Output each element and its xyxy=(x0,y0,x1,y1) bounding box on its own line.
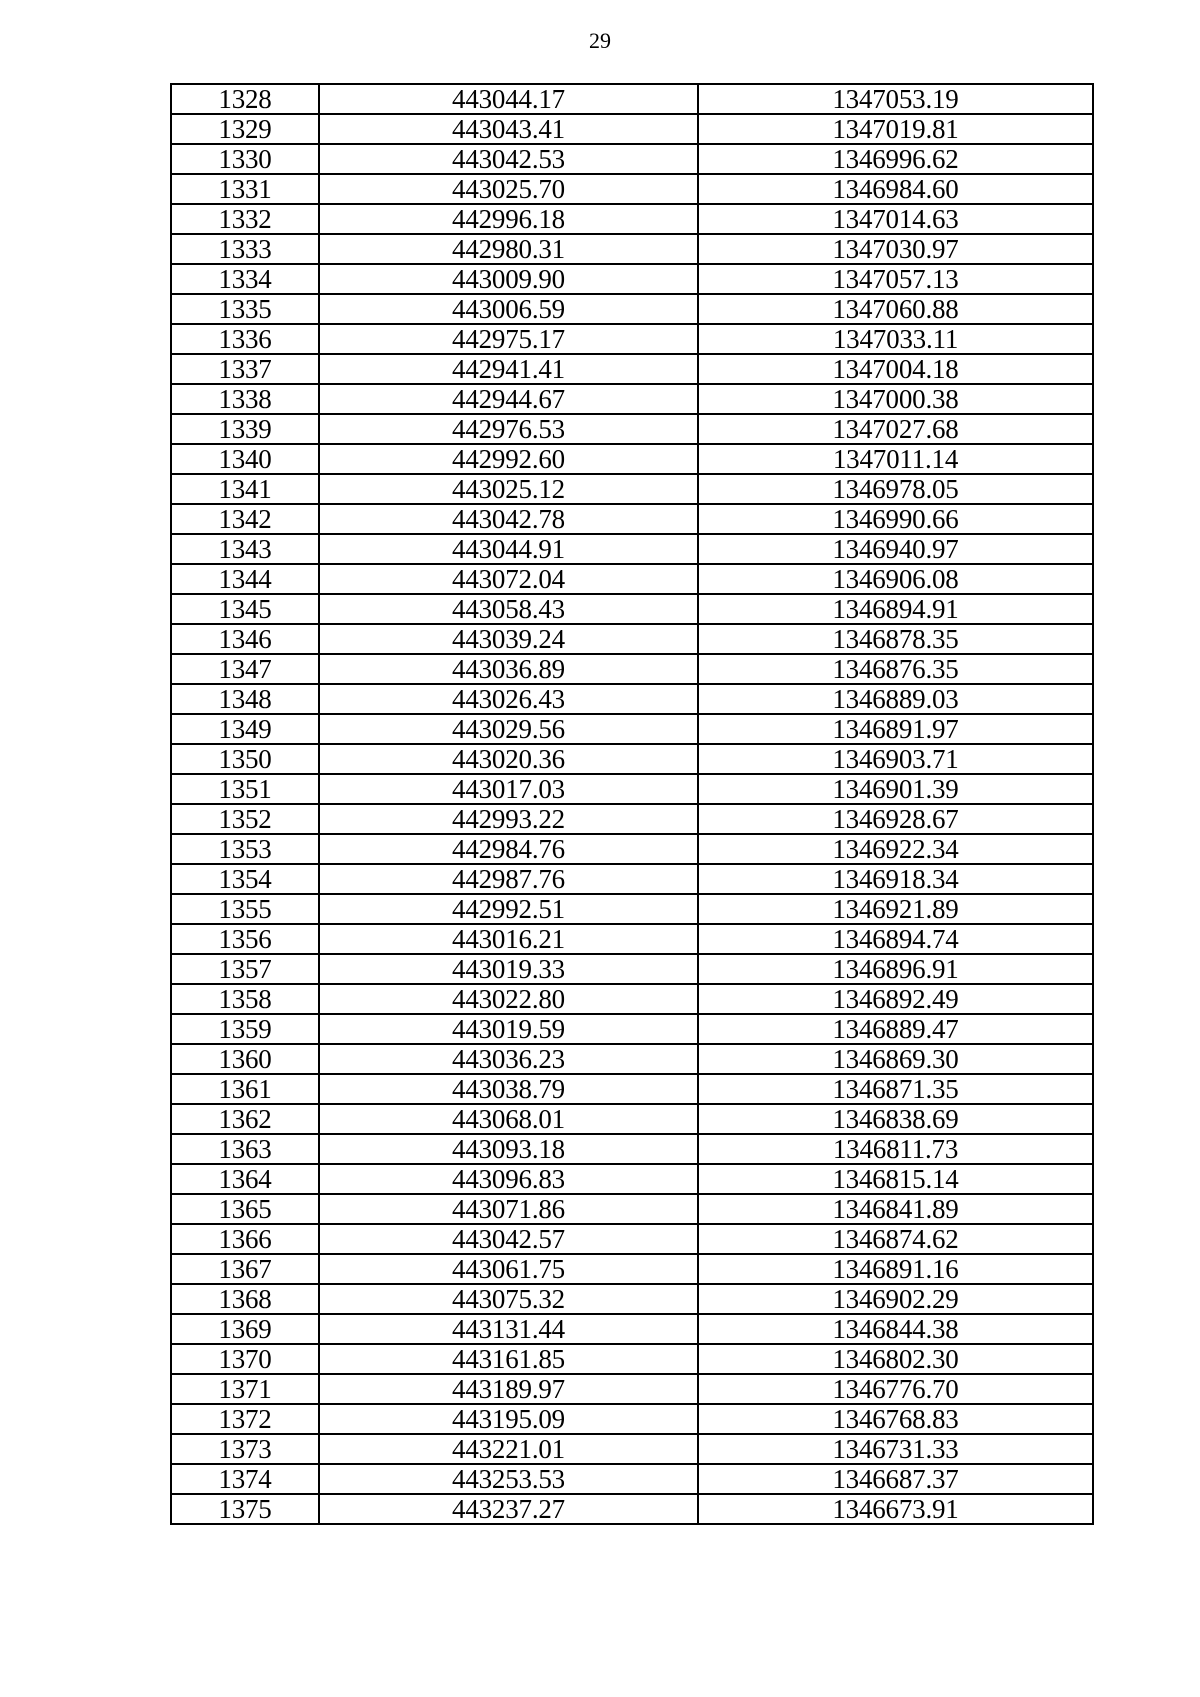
y-coordinate-cell: 1346869.30 xyxy=(698,1044,1093,1074)
x-coordinate-cell: 442992.51 xyxy=(319,894,698,924)
point-number-cell: 1329 xyxy=(171,114,319,144)
x-coordinate-cell: 443093.18 xyxy=(319,1134,698,1164)
point-number-cell: 1352 xyxy=(171,804,319,834)
y-coordinate-cell: 1346878.35 xyxy=(698,624,1093,654)
table-row xyxy=(171,324,1093,354)
x-coordinate-cell: 443029.56 xyxy=(319,714,698,744)
y-coordinate-cell: 1347033.11 xyxy=(698,324,1093,354)
x-coordinate-cell: 443042.57 xyxy=(319,1224,698,1254)
table-row xyxy=(171,294,1093,324)
point-number-cell: 1362 xyxy=(171,1104,319,1134)
y-coordinate-cell: 1346894.91 xyxy=(698,594,1093,624)
table-row xyxy=(171,384,1093,414)
x-coordinate-cell: 443058.43 xyxy=(319,594,698,624)
x-coordinate-cell: 443068.01 xyxy=(319,1104,698,1134)
x-coordinate-cell: 442941.41 xyxy=(319,354,698,384)
coordinates-table xyxy=(170,83,1094,1525)
y-coordinate-cell: 1346889.03 xyxy=(698,684,1093,714)
table-row xyxy=(171,984,1093,1014)
y-coordinate-cell: 1346876.35 xyxy=(698,654,1093,684)
point-number-cell: 1355 xyxy=(171,894,319,924)
table-row xyxy=(171,1314,1093,1344)
table-row xyxy=(171,444,1093,474)
y-coordinate-cell: 1346891.97 xyxy=(698,714,1093,744)
x-coordinate-cell: 442996.18 xyxy=(319,204,698,234)
table-row xyxy=(171,954,1093,984)
point-number-cell: 1341 xyxy=(171,474,319,504)
y-coordinate-cell: 1346815.14 xyxy=(698,1164,1093,1194)
y-coordinate-cell: 1347027.68 xyxy=(698,414,1093,444)
x-coordinate-cell: 443075.32 xyxy=(319,1284,698,1314)
table-row xyxy=(171,894,1093,924)
y-coordinate-cell: 1347019.81 xyxy=(698,114,1093,144)
point-number-cell: 1344 xyxy=(171,564,319,594)
table-row xyxy=(171,1044,1093,1074)
x-coordinate-cell: 443044.17 xyxy=(319,84,698,114)
table-row xyxy=(171,1104,1093,1134)
point-number-cell: 1375 xyxy=(171,1494,319,1524)
y-coordinate-cell: 1346687.37 xyxy=(698,1464,1093,1494)
y-coordinate-cell: 1346891.16 xyxy=(698,1254,1093,1284)
table-row xyxy=(171,714,1093,744)
y-coordinate-cell: 1347060.88 xyxy=(698,294,1093,324)
x-coordinate-cell: 443161.85 xyxy=(319,1344,698,1374)
y-coordinate-cell: 1346928.67 xyxy=(698,804,1093,834)
point-number-cell: 1334 xyxy=(171,264,319,294)
table-row xyxy=(171,1194,1093,1224)
table-row xyxy=(171,114,1093,144)
x-coordinate-cell: 443072.04 xyxy=(319,564,698,594)
y-coordinate-cell: 1346874.62 xyxy=(698,1224,1093,1254)
point-number-cell: 1366 xyxy=(171,1224,319,1254)
table-row xyxy=(171,1434,1093,1464)
y-coordinate-cell: 1346921.89 xyxy=(698,894,1093,924)
table-row xyxy=(171,414,1093,444)
table-row xyxy=(171,564,1093,594)
point-number-cell: 1374 xyxy=(171,1464,319,1494)
y-coordinate-cell: 1346768.83 xyxy=(698,1404,1093,1434)
y-coordinate-cell: 1346871.35 xyxy=(698,1074,1093,1104)
y-coordinate-cell: 1346940.97 xyxy=(698,534,1093,564)
y-coordinate-cell: 1346838.69 xyxy=(698,1104,1093,1134)
x-coordinate-cell: 443043.41 xyxy=(319,114,698,144)
y-coordinate-cell: 1346673.91 xyxy=(698,1494,1093,1524)
point-number-cell: 1346 xyxy=(171,624,319,654)
y-coordinate-cell: 1347011.14 xyxy=(698,444,1093,474)
point-number-cell: 1330 xyxy=(171,144,319,174)
point-number-cell: 1337 xyxy=(171,354,319,384)
x-coordinate-cell: 443036.23 xyxy=(319,1044,698,1074)
point-number-cell: 1373 xyxy=(171,1434,319,1464)
table-row xyxy=(171,354,1093,384)
table-row xyxy=(171,744,1093,774)
x-coordinate-cell: 443025.12 xyxy=(319,474,698,504)
table-row xyxy=(171,864,1093,894)
table-row xyxy=(171,1374,1093,1404)
table-row xyxy=(171,1464,1093,1494)
y-coordinate-cell: 1347004.18 xyxy=(698,354,1093,384)
y-coordinate-cell: 1347053.19 xyxy=(698,84,1093,114)
x-coordinate-cell: 443025.70 xyxy=(319,174,698,204)
point-number-cell: 1372 xyxy=(171,1404,319,1434)
x-coordinate-cell: 443189.97 xyxy=(319,1374,698,1404)
point-number-cell: 1358 xyxy=(171,984,319,1014)
table-row xyxy=(171,1494,1093,1524)
x-coordinate-cell: 443036.89 xyxy=(319,654,698,684)
x-coordinate-cell: 443096.83 xyxy=(319,1164,698,1194)
point-number-cell: 1353 xyxy=(171,834,319,864)
table-row xyxy=(171,654,1093,684)
y-coordinate-cell: 1346990.66 xyxy=(698,504,1093,534)
x-coordinate-cell: 442984.76 xyxy=(319,834,698,864)
point-number-cell: 1368 xyxy=(171,1284,319,1314)
y-coordinate-cell: 1347030.97 xyxy=(698,234,1093,264)
y-coordinate-cell: 1346906.08 xyxy=(698,564,1093,594)
x-coordinate-cell: 443017.03 xyxy=(319,774,698,804)
table-row xyxy=(171,174,1093,204)
point-number-cell: 1350 xyxy=(171,744,319,774)
x-coordinate-cell: 442993.22 xyxy=(319,804,698,834)
y-coordinate-cell: 1346892.49 xyxy=(698,984,1093,1014)
table-row xyxy=(171,264,1093,294)
y-coordinate-cell: 1346896.91 xyxy=(698,954,1093,984)
x-coordinate-cell: 442992.60 xyxy=(319,444,698,474)
y-coordinate-cell: 1346894.74 xyxy=(698,924,1093,954)
point-number-cell: 1342 xyxy=(171,504,319,534)
y-coordinate-cell: 1346802.30 xyxy=(698,1344,1093,1374)
y-coordinate-cell: 1346776.70 xyxy=(698,1374,1093,1404)
coordinates-table-body xyxy=(171,84,1093,1524)
point-number-cell: 1335 xyxy=(171,294,319,324)
x-coordinate-cell: 443006.59 xyxy=(319,294,698,324)
y-coordinate-cell: 1347000.38 xyxy=(698,384,1093,414)
point-number-cell: 1354 xyxy=(171,864,319,894)
y-coordinate-cell: 1347057.13 xyxy=(698,264,1093,294)
point-number-cell: 1331 xyxy=(171,174,319,204)
x-coordinate-cell: 443038.79 xyxy=(319,1074,698,1104)
x-coordinate-cell: 443195.09 xyxy=(319,1404,698,1434)
x-coordinate-cell: 442987.76 xyxy=(319,864,698,894)
point-number-cell: 1343 xyxy=(171,534,319,564)
point-number-cell: 1356 xyxy=(171,924,319,954)
point-number-cell: 1359 xyxy=(171,1014,319,1044)
y-coordinate-cell: 1346903.71 xyxy=(698,744,1093,774)
point-number-cell: 1357 xyxy=(171,954,319,984)
table-row xyxy=(171,1404,1093,1434)
x-coordinate-cell: 443042.78 xyxy=(319,504,698,534)
point-number-cell: 1347 xyxy=(171,654,319,684)
x-coordinate-cell: 443071.86 xyxy=(319,1194,698,1224)
y-coordinate-cell: 1346841.89 xyxy=(698,1194,1093,1224)
table-row xyxy=(171,774,1093,804)
point-number-cell: 1369 xyxy=(171,1314,319,1344)
page-number: 29 xyxy=(589,28,611,53)
table-row xyxy=(171,204,1093,234)
x-coordinate-cell: 442944.67 xyxy=(319,384,698,414)
table-row xyxy=(171,234,1093,264)
y-coordinate-cell: 1346889.47 xyxy=(698,1014,1093,1044)
table-row xyxy=(171,144,1093,174)
x-coordinate-cell: 442975.17 xyxy=(319,324,698,354)
x-coordinate-cell: 443044.91 xyxy=(319,534,698,564)
table-row xyxy=(171,924,1093,954)
table-row xyxy=(171,804,1093,834)
table-row xyxy=(171,1224,1093,1254)
point-number-cell: 1328 xyxy=(171,84,319,114)
point-number-cell: 1345 xyxy=(171,594,319,624)
table-row xyxy=(171,1254,1093,1284)
x-coordinate-cell: 443131.44 xyxy=(319,1314,698,1344)
point-number-cell: 1364 xyxy=(171,1164,319,1194)
table-row xyxy=(171,1074,1093,1104)
point-number-cell: 1348 xyxy=(171,684,319,714)
point-number-cell: 1365 xyxy=(171,1194,319,1224)
table-row xyxy=(171,1284,1093,1314)
y-coordinate-cell: 1346922.34 xyxy=(698,834,1093,864)
x-coordinate-cell: 443009.90 xyxy=(319,264,698,294)
point-number-cell: 1361 xyxy=(171,1074,319,1104)
y-coordinate-cell: 1346984.60 xyxy=(698,174,1093,204)
y-coordinate-cell: 1346731.33 xyxy=(698,1434,1093,1464)
table-row xyxy=(171,1134,1093,1164)
x-coordinate-cell: 443019.33 xyxy=(319,954,698,984)
point-number-cell: 1338 xyxy=(171,384,319,414)
y-coordinate-cell: 1346918.34 xyxy=(698,864,1093,894)
table-row xyxy=(171,624,1093,654)
y-coordinate-cell: 1346902.29 xyxy=(698,1284,1093,1314)
x-coordinate-cell: 443039.24 xyxy=(319,624,698,654)
y-coordinate-cell: 1347014.63 xyxy=(698,204,1093,234)
point-number-cell: 1339 xyxy=(171,414,319,444)
y-coordinate-cell: 1346811.73 xyxy=(698,1134,1093,1164)
x-coordinate-cell: 443253.53 xyxy=(319,1464,698,1494)
y-coordinate-cell: 1346901.39 xyxy=(698,774,1093,804)
point-number-cell: 1336 xyxy=(171,324,319,354)
point-number-cell: 1360 xyxy=(171,1044,319,1074)
point-number-cell: 1370 xyxy=(171,1344,319,1374)
table-row xyxy=(171,1014,1093,1044)
point-number-cell: 1333 xyxy=(171,234,319,264)
point-number-cell: 1363 xyxy=(171,1134,319,1164)
x-coordinate-cell: 443042.53 xyxy=(319,144,698,174)
point-number-cell: 1332 xyxy=(171,204,319,234)
x-coordinate-cell: 442980.31 xyxy=(319,234,698,264)
x-coordinate-cell: 443221.01 xyxy=(319,1434,698,1464)
table-row xyxy=(171,534,1093,564)
table-row xyxy=(171,1164,1093,1194)
x-coordinate-cell: 442976.53 xyxy=(319,414,698,444)
x-coordinate-cell: 443019.59 xyxy=(319,1014,698,1044)
point-number-cell: 1351 xyxy=(171,774,319,804)
y-coordinate-cell: 1346996.62 xyxy=(698,144,1093,174)
point-number-cell: 1367 xyxy=(171,1254,319,1284)
x-coordinate-cell: 443061.75 xyxy=(319,1254,698,1284)
table-row xyxy=(171,84,1093,114)
point-number-cell: 1349 xyxy=(171,714,319,744)
x-coordinate-cell: 443026.43 xyxy=(319,684,698,714)
table-row xyxy=(171,1344,1093,1374)
y-coordinate-cell: 1346978.05 xyxy=(698,474,1093,504)
table-row xyxy=(171,684,1093,714)
y-coordinate-cell: 1346844.38 xyxy=(698,1314,1093,1344)
x-coordinate-cell: 443022.80 xyxy=(319,984,698,1014)
x-coordinate-cell: 443237.27 xyxy=(319,1494,698,1524)
x-coordinate-cell: 443020.36 xyxy=(319,744,698,774)
point-number-cell: 1340 xyxy=(171,444,319,474)
table-row xyxy=(171,834,1093,864)
table-row xyxy=(171,594,1093,624)
table-row xyxy=(171,504,1093,534)
table-row xyxy=(171,474,1093,504)
point-number-cell: 1371 xyxy=(171,1374,319,1404)
x-coordinate-cell: 443016.21 xyxy=(319,924,698,954)
